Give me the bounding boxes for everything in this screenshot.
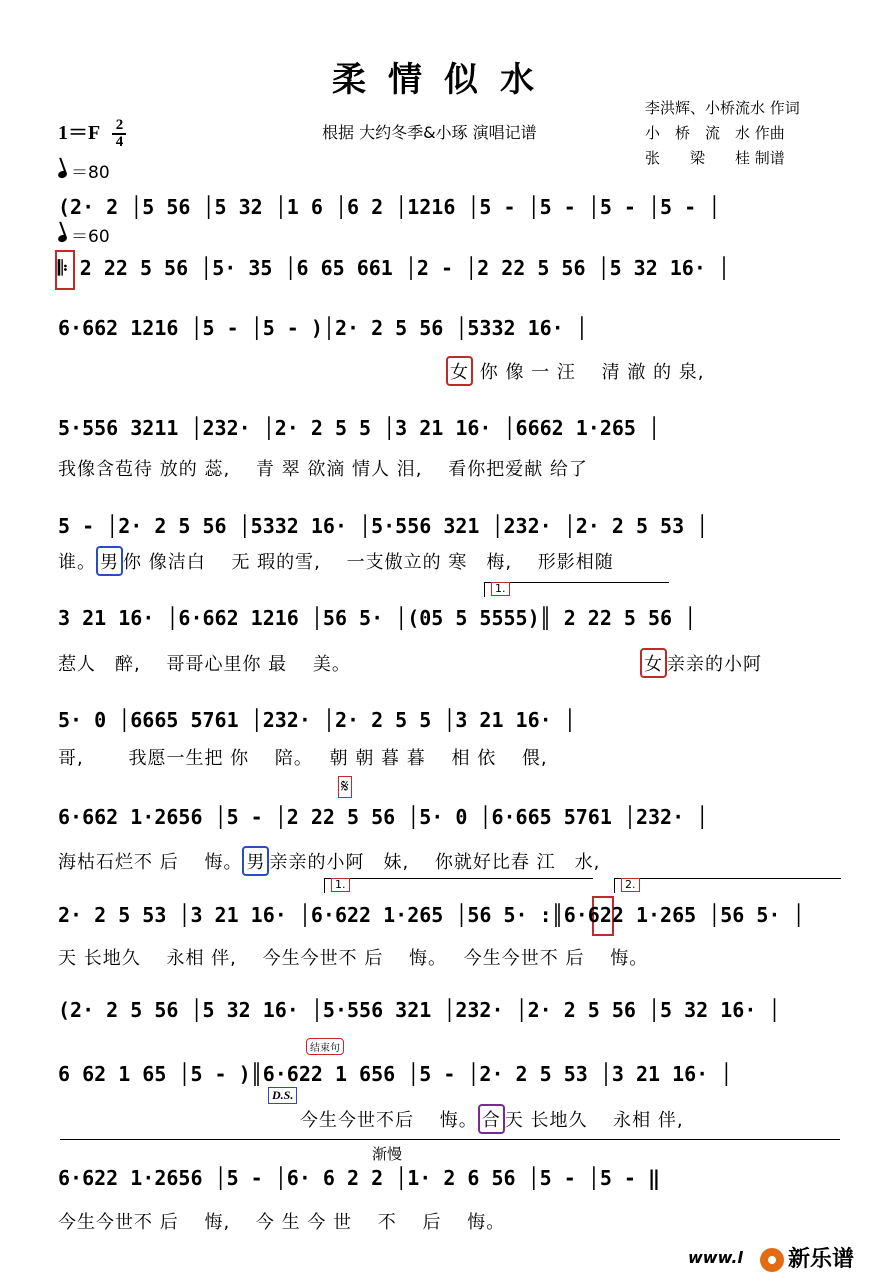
tempo-mark-2: ＝60 (58, 222, 110, 247)
lyric-row-8: 海枯石烂不 后 悔。 男 亲亲的小阿 妹, 你就好比春 江 水, (58, 846, 600, 876)
lyric-row-5: 谁。 男 你 像洁白 无 瑕的雪, 一支傲立的 寒 梅, 形影相随 (58, 546, 614, 576)
lyric-row-12: 今生今世不 后 悔, 今 生 今 世 不 后 悔。 (58, 1212, 506, 1233)
volta-1b-bracket (324, 878, 593, 893)
score-row-7: 5· 0 │6665 5761 │232· │2· 2 5 5 │3 21 16· │ (58, 708, 576, 732)
lyric-row-6b: 女 亲亲的小阿 (640, 648, 762, 678)
volta-1-number: 1. (491, 582, 510, 596)
lyric-row-7: 哥, 我愿一生把 你 陪。 朝 朝 暮 暮 相 依 偎, (58, 748, 548, 769)
dal-segno-sign: D.S. (268, 1087, 297, 1104)
quarter-note-icon (57, 234, 68, 244)
volta-2-bracket (614, 878, 841, 893)
credit-arranger: 张 梁 桂 制谱 (645, 149, 785, 167)
chorus-part-tag: 合 (478, 1104, 505, 1134)
ending-phrase-tag: 结束句 (306, 1038, 344, 1055)
male-part-tag-2: 男 (242, 846, 269, 876)
score-row-6: 3 21 16· │6·662 1216 │56 5· │(05 5 5555)║ 2 22 5 56 │ (58, 606, 697, 630)
meter-bottom: 4 (115, 134, 124, 151)
quarter-note-icon (57, 170, 68, 180)
brand-logo: 新乐谱 (760, 1242, 854, 1273)
score-row-3: 6·662 1216 │5 - │5 - )│2· 2 5 56 │5332 16· │ (58, 316, 588, 340)
time-signature (112, 118, 126, 150)
female-part-tag: 女 (446, 356, 473, 386)
score-row-1: (2· 2 │5 56 │5 32 │1 6 │6 2 │1216 │5 - │5 - │5 - │5 - │ (58, 195, 721, 219)
score-row-11: 6 62 1 65 │5 - )║6·622 1 656 │5 - │2· 2 5 53 │3 21 16· │ (58, 1062, 733, 1086)
lyric-row-11: 今生今世不后 悔。 合 天 长地久 永相 伴, (300, 1104, 684, 1134)
credit-lyricist: 李洪辉、小桥流水 作词 (645, 99, 800, 117)
credit-composer: 小 桥 流 水 作曲 (645, 124, 785, 142)
male-part-tag: 男 (96, 546, 123, 576)
ritardando-mark: 渐慢 (372, 1145, 403, 1163)
score-row-2: 𝄆 2 22 5 56 │5· 35 │6 65 661 │2 - │2 22 5 56 │5 32 16· │ (58, 256, 730, 280)
website-watermark: www.l (688, 1248, 743, 1267)
score-row-12: 6·622 1·2656 │5 - │6· 6 2 2 │1· 2 6 56 │5 - │5 - ‖ (58, 1166, 661, 1190)
volta-1-bracket (484, 582, 669, 597)
segno-sign: 𝄋 (338, 776, 352, 798)
score-row-4: 5·556 3211 │232· │2· 2 5 5 │3 21 16· │6662 1·265 │ (58, 416, 661, 440)
lyric-row-4: 我像含苞待 放的 蕊, 青 翠 欲滴 情人 泪, 看你把爱献 给了 (58, 459, 588, 480)
score-row-10: (2· 2 5 56 │5 32 16· │5·556 321 │232· │2· 2 5 56 │5 32 16· │ (58, 998, 781, 1022)
system-divider-line (60, 1139, 840, 1140)
credits (645, 96, 800, 171)
record-disc-icon (760, 1248, 784, 1272)
subtitle: 根据 大约冬季&小琢 演唱记谱 (322, 123, 537, 142)
score-row-9: 2· 2 5 53 │3 21 16· │6·622 1·265 │56 5· :║6·622 1·265 │56 5· │ (58, 903, 805, 927)
volta-2-number: 2. (621, 878, 640, 892)
lyric-row-3: 女 你 像 一 汪 清 澈 的 泉, (446, 356, 705, 386)
female-part-tag-2: 女 (640, 648, 667, 678)
volta-1b-number: 1. (331, 878, 350, 892)
score-row-5: 5 - │2· 2 5 56 │5332 16· │5·556 321 │232· │2· 2 5 53 │ (58, 514, 709, 538)
meter-top: 2 (115, 117, 124, 134)
key-label: 1＝F (58, 122, 100, 144)
lyric-row-6: 惹人 醉, 哥哥心里你 最 美。 (58, 654, 351, 675)
lyric-row-9: 天 长地久 永相 伴, 今生今世不 后 悔。 今生今世不 后 悔。 (58, 948, 649, 969)
key-signature (58, 116, 126, 150)
song-title: 柔情似水 (332, 60, 556, 100)
tempo-mark-1: ＝80 (58, 158, 110, 183)
score-row-8: 6·662 1·2656 │5 - │2 22 5 56 │5· 0 │6·665 5761 │232· │ (58, 805, 709, 829)
